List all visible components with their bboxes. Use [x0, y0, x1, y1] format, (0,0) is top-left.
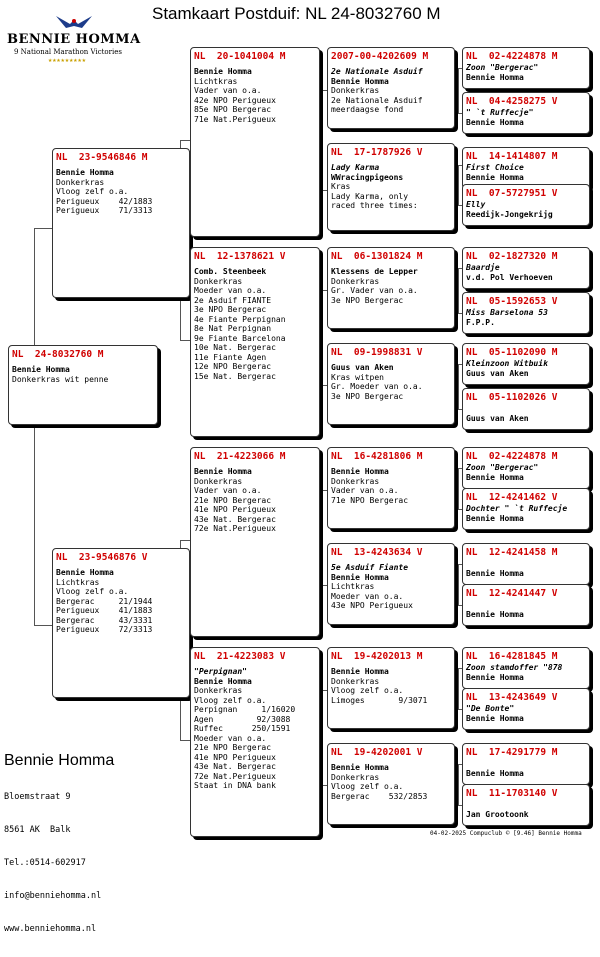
- ring-number: NL 19-4202001 V: [331, 747, 423, 758]
- ring-number: NL 02-4224878 M: [466, 51, 558, 62]
- info-line: Lichtkras: [194, 76, 238, 86]
- logo-stars: ★★★★★★★★★: [48, 56, 86, 64]
- connector-line: [458, 268, 459, 313]
- pedigree-card-b1: [52, 148, 190, 298]
- ring-number: NL 23-9546846 M: [56, 152, 148, 163]
- pedigree-card-g11: [462, 543, 590, 585]
- info-line: Bennie Homma: [466, 768, 524, 778]
- breeder: Comb. Steenbeek: [194, 267, 267, 276]
- breeder: Bennie Homma: [12, 365, 70, 374]
- breeder: WWracingpigeons: [331, 172, 404, 182]
- breeder: [466, 800, 586, 810]
- info-line: 4e Fiante Perpignan: [194, 314, 286, 324]
- info-line: Perigueux 41/1883: [56, 606, 153, 615]
- breeder-name: Bennie Homma: [4, 752, 115, 769]
- info-line: 11e Fiante Agen: [194, 352, 267, 362]
- ring-number: NL 12-4241462 V: [466, 492, 558, 503]
- pedigree-card-g5: [462, 247, 590, 289]
- ring-number: NL 12-4241458 M: [466, 547, 558, 558]
- logo-subtitle: 9 National Marathon Victories: [14, 48, 122, 56]
- info-line: Perpignan 1/16020: [194, 705, 296, 714]
- info-line: Donkerkras: [194, 686, 243, 695]
- pedigree-card-g12: [462, 584, 590, 626]
- info-line: Donkerkras: [331, 86, 380, 95]
- connector-line: [458, 764, 459, 805]
- pigeon-name: "Perpignan": [194, 667, 247, 676]
- pedigree-card-b7: [327, 47, 455, 129]
- info-line: Staat in DNA bank: [194, 781, 276, 790]
- pigeon-name: Baardje: [466, 263, 500, 272]
- pedigree-card-g16: [462, 784, 590, 826]
- breeder: Bennie Homma: [331, 76, 389, 86]
- info-line: Vloog zelf o.a.: [56, 587, 129, 596]
- pigeon-name: 2e Nationale Asduif: [331, 67, 423, 76]
- ring-number: NL 02-4224878 M: [466, 451, 558, 462]
- info-line: 2e Asduif FIANTE: [194, 295, 272, 305]
- info-line: 2e Nationale Asduif: [331, 95, 423, 105]
- ring-number: NL 16-4281845 M: [466, 651, 558, 662]
- ring-number: NL 02-1827320 M: [466, 251, 558, 262]
- breeder: F.P.P.: [466, 317, 495, 327]
- info-line: Lichtkras: [331, 582, 375, 591]
- breeder-contact: [4, 752, 114, 957]
- info-line: Vloog zelf o.a.: [331, 782, 404, 791]
- connector-line: [320, 785, 327, 786]
- pigeon-name: 5e Asduif Fiante: [331, 563, 409, 572]
- pigeon-name: Elly: [466, 200, 486, 209]
- connector-line: [322, 290, 323, 385]
- page-title: Stamkaart Postduif: NL 24-8032760 M: [152, 4, 441, 23]
- info-line: 72e Nat.Perigueux: [194, 524, 276, 533]
- breeder: Bennie Homma: [194, 676, 252, 686]
- connector-line: [458, 364, 459, 409]
- pigeon-name: Lady Karma: [331, 163, 380, 172]
- breeder: Bennie Homma: [194, 67, 252, 76]
- pedigree-card-g2: [462, 92, 590, 134]
- info-line: Bergerac 21/1944: [56, 596, 153, 606]
- breeder: [466, 404, 586, 414]
- breeder: [466, 600, 586, 610]
- info-line: 15e Nat. Bergerac: [194, 371, 276, 381]
- connector-line: [322, 490, 323, 585]
- connector-line: [320, 190, 327, 191]
- info-line: Gr. Moeder van o.a.: [331, 382, 423, 391]
- info-line: Bennie Homma: [466, 568, 524, 578]
- connector-line: [458, 165, 459, 205]
- website-link[interactable]: www.benniehomma.nl: [4, 924, 97, 934]
- pigeon-name: "De Bonte": [466, 704, 515, 713]
- ring-number: NL 17-4291779 M: [466, 747, 558, 758]
- info-line: 3e NPO Bergerac: [331, 295, 404, 305]
- ring-number: NL 17-1787926 V: [331, 147, 423, 158]
- info-line: Limoges 9/3071: [331, 695, 428, 705]
- logo-name: BENNIE HOMMA: [7, 32, 141, 47]
- ring-number: NL 05-1592653 V: [466, 296, 558, 307]
- breeder: Bennie Homma: [331, 572, 389, 582]
- ring-number: NL 14-1414807 M: [466, 151, 558, 162]
- connector-line: [180, 340, 190, 341]
- info-line: 10e Nat. Bergerac: [194, 343, 276, 352]
- info-line: 9e Fiante Barcelona: [194, 333, 286, 343]
- info-line: Perigueux 72/3313: [56, 625, 153, 634]
- info-line: Vloog zelf o.a.: [56, 187, 129, 196]
- pigeon-logo-icon: [54, 12, 94, 34]
- info-line: 12e NPO Bergerac: [194, 362, 272, 371]
- ring-number: NL 12-4241447 V: [466, 588, 558, 599]
- pedigree-card-g1: [462, 47, 590, 89]
- info-line: Kras: [331, 182, 351, 191]
- info-line: Agen 92/3088: [194, 714, 291, 724]
- pigeon-name: Kleinzoon Witbuik: [466, 359, 548, 368]
- ring-number: NL 21-4223066 M: [194, 451, 286, 462]
- connector-line: [458, 564, 459, 605]
- connector-line: [34, 425, 35, 625]
- info-line: 41e NPO Perigueux: [194, 752, 276, 762]
- info-line: Donkerkras: [331, 772, 380, 782]
- breeder: [466, 559, 586, 569]
- address-line: Bloemstraat 9: [4, 792, 71, 802]
- info-line: Moeder van o.a.: [194, 733, 267, 743]
- info-line: Lady Karma, only: [331, 191, 409, 201]
- pedigree-card-g9: [462, 447, 590, 489]
- breeder: [466, 759, 586, 769]
- info-line: 43e Nat. Bergerac: [194, 762, 276, 771]
- connector-line: [322, 90, 323, 190]
- info-line: 21e NPO Bergerac: [194, 743, 272, 752]
- connector-line: [458, 668, 459, 709]
- info-line: Donkerkras: [194, 276, 243, 286]
- pedigree-card-b11: [327, 447, 455, 529]
- info-line: Perigueux 42/1883: [56, 196, 153, 206]
- ring-number: NL 04-4258275 V: [466, 96, 558, 107]
- info-line: Bergerac 43/3331: [56, 615, 153, 625]
- ring-number: NL 24-8032760 M: [12, 349, 104, 360]
- pedigree-card-g8: [462, 388, 590, 430]
- breeder: Bennie Homma: [466, 472, 524, 482]
- pedigree-card-b13: [327, 647, 455, 729]
- info-line: 72e Nat.Perigueux: [194, 771, 276, 781]
- info-line: Donkerkras wit penne: [12, 374, 109, 384]
- info-line: Donkerkras: [331, 276, 380, 286]
- logo: [2, 8, 142, 63]
- info-line: Donkerkras: [56, 177, 105, 187]
- breeder: Reedijk-Jongekrijg: [466, 209, 553, 219]
- connector-line: [34, 228, 35, 348]
- ring-number: NL 16-4281806 M: [331, 451, 423, 462]
- info-line: Lichtkras: [56, 577, 100, 587]
- connector-line: [320, 585, 327, 586]
- breeder: Bennie Homma: [466, 713, 524, 723]
- breeder: Bennie Homma: [331, 763, 389, 772]
- connector-line: [180, 140, 190, 141]
- pedigree-card-b0: [8, 345, 158, 425]
- info-line: Moeder van o.a.: [331, 591, 404, 601]
- ring-number: NL 11-1703140 V: [466, 788, 558, 799]
- info-line: 3e NPO Bergerac: [331, 391, 404, 401]
- pigeon-name: First Choice: [466, 163, 524, 172]
- pedigree-card-b5: [190, 447, 320, 637]
- connector-line: [322, 690, 323, 785]
- breeder: Klessens de Lepper: [331, 267, 418, 276]
- info-line: 43e NPO Perigueux: [331, 601, 413, 610]
- connector-line: [34, 228, 52, 229]
- ring-number: NL 05-1102026 V: [466, 392, 558, 403]
- pigeon-name: Zoon "Bergerac": [466, 463, 539, 472]
- pedigree-card-g7: [462, 343, 590, 385]
- connector-line: [34, 625, 52, 626]
- breeder: Bennie Homma: [331, 667, 389, 676]
- pedigree-card-b12: [327, 543, 455, 625]
- info-line: 71e Nat.Perigueux: [194, 114, 276, 124]
- info-line: Ruffec 250/1591: [194, 724, 291, 733]
- info-line: 8e Nat Perpignan: [194, 324, 272, 333]
- info-line: 42e NPO Perigueux: [194, 95, 276, 105]
- info-line: Moeder van o.a.: [194, 286, 267, 295]
- breeder: Bennie Homma: [466, 672, 524, 682]
- breeder: Guus van Aken: [466, 368, 529, 378]
- info-line: Vader van o.a.: [194, 86, 262, 95]
- info-line: 85e NPO Bergerac: [194, 105, 272, 114]
- breeder: v.d. Pol Verhoeven: [466, 272, 553, 282]
- info-line: Donkerkras: [194, 476, 243, 486]
- info-line: raced three times:: [331, 201, 418, 210]
- info-line: Jan Grootoonk: [466, 809, 529, 819]
- pedigree-card-g15: [462, 743, 590, 785]
- info-line: Vloog zelf o.a.: [194, 695, 267, 705]
- pigeon-name: " `t Ruffecje": [466, 108, 534, 117]
- pedigree-card-g3: [462, 147, 590, 189]
- info-line: Vader van o.a.: [194, 486, 262, 495]
- phone-line: Tel.:0514-602917: [4, 858, 86, 868]
- breeder: Bennie Homma: [56, 568, 114, 577]
- info-line: 71e NPO Bergerac: [331, 495, 409, 505]
- email-link[interactable]: info@benniehomma.nl: [4, 891, 102, 901]
- info-line: meerdaagse fond: [331, 105, 404, 114]
- ring-number: NL 06-1301824 M: [331, 251, 423, 262]
- pedigree-card-b14: [327, 743, 455, 825]
- info-line: Perigueux 71/3313: [56, 206, 153, 215]
- pedigree-card-g14: [462, 688, 590, 730]
- pedigree-card-g6: [462, 292, 590, 334]
- breeder: Bennie Homma: [466, 513, 524, 523]
- print-stamp: 04-02-2025 Compuclub © [9.46] Bennie Homma: [430, 830, 582, 837]
- ring-number: NL 05-1102090 M: [466, 347, 558, 358]
- pigeon-name: Dochter " `t Ruffecje: [466, 504, 568, 513]
- connector-line: [320, 385, 327, 386]
- info-line: 43e Nat. Bergerac: [194, 514, 276, 524]
- pigeon-name: Zoon stamdoffer "878: [466, 663, 563, 672]
- ring-number: NL 13-4243634 V: [331, 547, 423, 558]
- connector-line: [458, 68, 459, 113]
- connector-line: [180, 740, 190, 741]
- ring-number: 2007-00-4202609 M: [331, 51, 429, 62]
- pigeon-name: Zoon "Bergerac": [466, 63, 539, 72]
- breeder: Guus van Aken: [331, 363, 394, 372]
- ring-number: NL 21-4223083 V: [194, 651, 286, 662]
- info-line: Bergerac 532/2853: [331, 791, 428, 801]
- info-line: Bennie Homma: [466, 609, 524, 619]
- breeder: Bennie Homma: [331, 467, 389, 476]
- pedigree-card-b8: [327, 143, 455, 231]
- info-line: Vader van o.a.: [331, 486, 399, 495]
- breeder-address: [4, 770, 114, 957]
- pedigree-card-g4: [462, 184, 590, 226]
- info-line: Kras witpen: [331, 372, 384, 382]
- ring-number: NL 19-4202013 M: [331, 651, 423, 662]
- address-line: 8561 AK Balk: [4, 825, 71, 835]
- info-line: 3e NPO Bergerac: [194, 305, 267, 314]
- info-line: 21e NPO Bergerac: [194, 495, 272, 505]
- breeder: Bennie Homma: [466, 72, 524, 82]
- info-line: Donkerkras: [331, 476, 380, 486]
- connector-line: [458, 468, 459, 509]
- ring-number: NL 23-9546876 V: [56, 552, 148, 563]
- ring-number: NL 07-5727951 V: [466, 188, 558, 199]
- info-line: Gr. Vader van o.a.: [331, 286, 418, 295]
- pedigree-card-b9: [327, 247, 455, 329]
- breeder: Bennie Homma: [466, 172, 524, 182]
- pedigree-card-b10: [327, 343, 455, 425]
- breeder: Bennie Homma: [194, 467, 252, 476]
- breeder: Bennie Homma: [56, 168, 114, 177]
- pedigree-card-b3: [190, 47, 320, 237]
- ring-number: NL 20-1041004 M: [194, 51, 286, 62]
- pedigree-card-g13: [462, 647, 590, 689]
- pedigree-card-b6: [190, 647, 320, 837]
- pedigree-card-g10: [462, 488, 590, 530]
- pedigree-card-b2: [52, 548, 190, 698]
- pigeon-name: Miss Barselona 53: [466, 308, 548, 317]
- info-line: Donkerkras: [331, 676, 380, 686]
- ring-number: NL 12-1378621 V: [194, 251, 286, 262]
- info-line: Guus van Aken: [466, 413, 529, 423]
- info-line: 41e NPO Perigueux: [194, 505, 276, 514]
- connector-line: [180, 540, 190, 541]
- pedigree-card-b4: [190, 247, 320, 437]
- ring-number: NL 09-1998831 V: [331, 347, 423, 358]
- breeder: Bennie Homma: [466, 117, 524, 127]
- info-line: Vloog zelf o.a.: [331, 686, 404, 695]
- ring-number: NL 13-4243649 V: [466, 692, 558, 703]
